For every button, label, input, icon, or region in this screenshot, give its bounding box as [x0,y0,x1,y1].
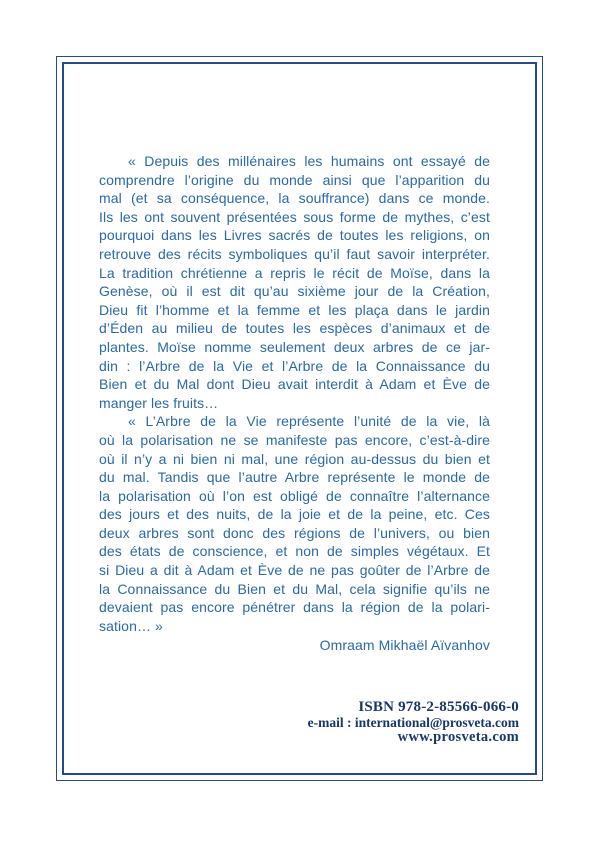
quote-line: du mal. Tandis que l’autre Arbre représente le monde de [99,469,490,486]
quote-line: din : l’Arbre de la Vie et l’Arbre de la Connaissance du [99,357,490,374]
quote-line: retrouve des récits symboliques qu’il faut savoir interpréter. [99,245,490,262]
quote-line: « L’Arbre de la Vie représente l’unité de la vie, là [128,413,490,430]
quote-line: Bien et du Mal dont Dieu avait interdit à Adam et Ève de [99,376,490,393]
quote-line: où la polarisation ne se manifeste pas encore, c’est-à-dire [99,431,490,448]
quote-line: d’Éden au milieu de toutes les espèces d’animaux et de [99,320,490,337]
quote-line: devaient pas encore pénétrer dans la région de la polari- [99,599,490,616]
publisher-email: e-mail : international@prosveta.com [307,715,519,730]
quote-line: deux arbres sont donc des régions de l’univers, ou bien [99,524,490,541]
quote-line: La tradition chrétienne a repris le récit de Moïse, dans la [99,264,490,281]
author-name: Omraam Mikhaël Aïvanhov [319,637,490,654]
quote-line: des états de conscience, et non de simples végétaux. Et [99,543,490,560]
quote-line: la polarisation où l’on est obligé de connaître l’alternance [99,487,490,504]
quote-line: des jours et des nuits, de la joie et de la peine, etc. Ces [99,506,490,523]
quote-paragraph-1 [99,152,490,412]
publisher-website: www.prosveta.com [397,729,519,745]
quote-line: pourquoi dans les Livres sacrés de toutes les religions, on [99,227,490,244]
quote-line: si Dieu a dit à Adam et Ève de ne pas goûter de l’Arbre de [99,562,490,579]
quote-line: mal (et sa conséquence, la souffrance) dans ce monde. [99,190,490,207]
publisher-info [308,700,519,745]
quote-line: manger les fruits… [99,394,219,411]
quote-line: Dieu fit l’homme et la femme et les plaça dans le jardin [99,301,490,318]
quote-line: comprendre l’origine du monde ainsi que l’apparition du [99,171,490,188]
quote-line: où il n’y a ni bien ni mal, une région au-dessus du bien et [99,450,490,467]
quote-line: Genèse, où il est dit qu’au sixième jour de la Création, [99,283,490,300]
quote-block [99,152,490,655]
quote-paragraph-2 [99,412,490,635]
quote-line: la Connaissance du Bien et du Mal, cela signifie qu’ils ne [99,580,490,597]
quote-line: plantes. Moïse nomme seulement deux arbres de ce jar- [99,338,490,355]
quote-line: Ils les ont souvent présentées sous forme de mythes, c’est [99,208,490,225]
quote-line: « Depuis des millénaires les humains ont essayé de [128,153,490,169]
quote-line: sation… » [99,617,163,634]
isbn-number: ISBN 978-2-85566-066-0 [358,699,519,715]
